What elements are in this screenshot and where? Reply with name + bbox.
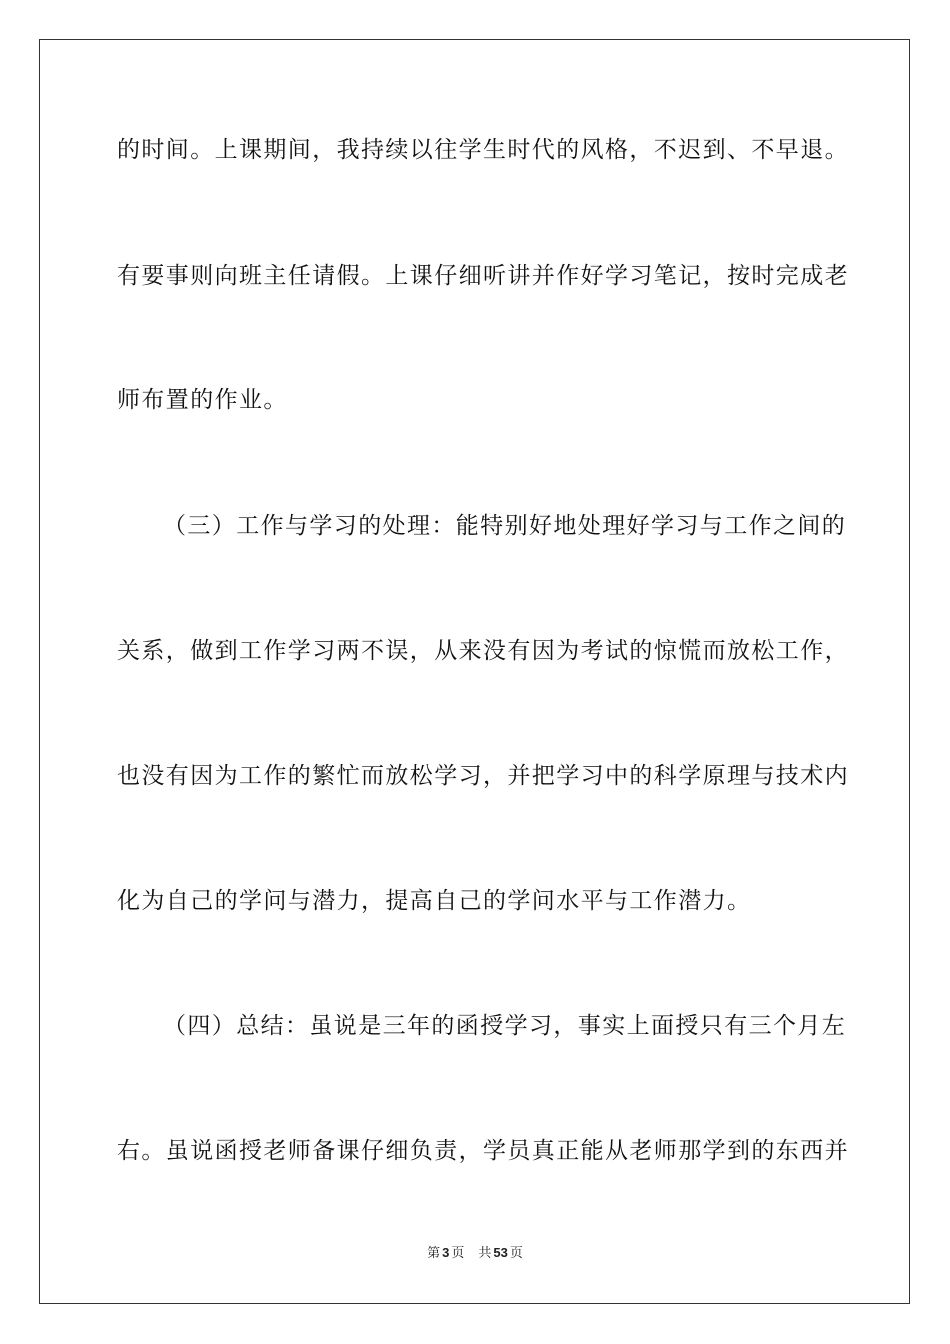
body-text-line: 右。虽说函授老师备课仔细负责，学员真正能从老师那学到的东西并 (117, 1138, 849, 1164)
page-suffix: 页 (451, 1246, 465, 1261)
total-pages: 53 (493, 1245, 508, 1260)
body-text-line: 化为自己的学问与潜力，提高自己的学问水平与工作潜力。 (117, 888, 752, 914)
body-text-line: （四）总结：虽说是三年的函授学习，事实上面授只有三个月左 (163, 1013, 847, 1039)
body-text-line: 的时间。上课期间，我持续以往学生时代的风格，不迟到、不早退。 (117, 137, 849, 163)
page-number: 3 (442, 1245, 450, 1260)
page-border (39, 39, 910, 1304)
page-prefix: 第 (427, 1246, 441, 1261)
body-text-line: 也没有因为工作的繁忙而放松学习，并把学习中的科学原理与技术内 (117, 763, 849, 789)
total-suffix: 页 (509, 1246, 523, 1261)
body-text-line: 有要事则向班主任请假。上课仔细听讲并作好学习笔记，按时完成老 (117, 263, 849, 289)
body-text-line: （三）工作与学习的处理：能特别好地处理好学习与工作之间的 (163, 513, 847, 539)
body-text-line: 关系，做到工作学习两不误，从来没有因为考试的惊慌而放松工作， (117, 638, 849, 664)
total-prefix: 共 (478, 1246, 492, 1261)
body-text-line: 师布置的作业。 (117, 387, 288, 413)
page-footer (0, 1242, 950, 1261)
